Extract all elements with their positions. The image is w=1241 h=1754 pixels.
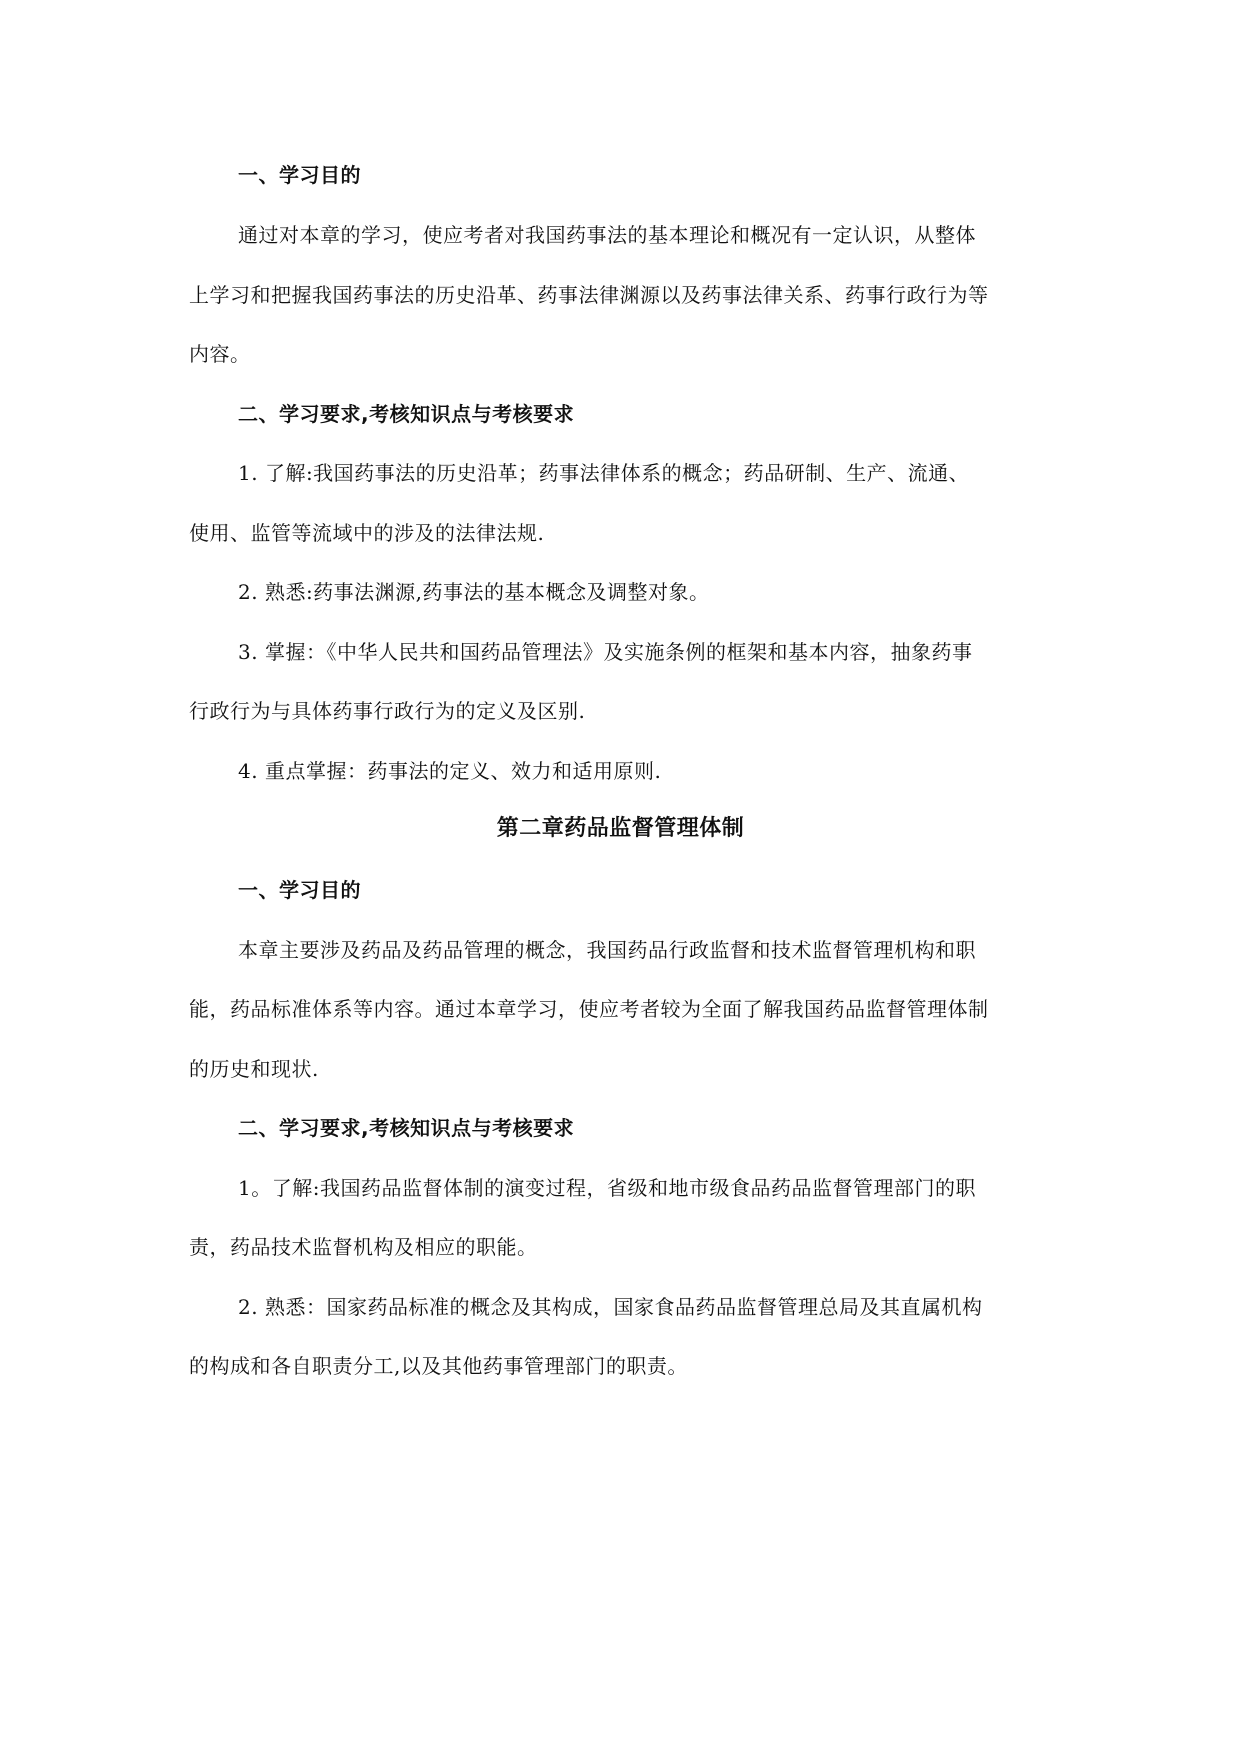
section1-req1-line-2: 使用、监管等流域中的涉及的法律法规.: [189, 521, 545, 545]
chapter2-req2-line-2: 的构成和各自职责分工,以及其他药事管理部门的职责。: [189, 1354, 688, 1378]
chapter2-purpose-line-3: 的历史和现状.: [189, 1057, 319, 1081]
section1-requirements-heading: 二、学习要求,考核知识点与考核要求: [238, 402, 575, 426]
chapter2-purpose-heading: 一、学习目的: [238, 878, 361, 902]
section1-req4: 4. 重点掌握：药事法的定义、效力和适用原则.: [238, 759, 662, 783]
chapter2-requirements-heading: 二、学习要求,考核知识点与考核要求: [238, 1116, 575, 1140]
section1-purpose-heading: 一、学习目的: [238, 163, 361, 187]
chapter2-req2-line-1: 2. 熟悉：国家药品标准的概念及其构成，国家食品药品监督管理总局及其直属机构: [238, 1295, 983, 1319]
chapter2-title: 第二章药品监督管理体制: [496, 816, 745, 841]
section1-req3-line-2: 行政行为与具体药事行政行为的定义及区别.: [189, 699, 586, 723]
chapter2-req1-line-1: 1。了解:我国药品监督体制的演变过程，省级和地市级食品药品监督管理部门的职: [238, 1176, 976, 1200]
section1-req3-line-1: 3. 掌握：《中华人民共和国药品管理法》及实施条例的框架和基本内容，抽象药事: [238, 640, 973, 664]
section1-purpose-line-3: 内容。: [189, 342, 251, 366]
section1-req2: 2. 熟悉:药事法渊源,药事法的基本概念及调整对象。: [238, 580, 710, 604]
section1-req1-line-1: 1. 了解:我国药事法的历史沿革；药事法律体系的概念；药品研制、生产、流通、: [238, 461, 970, 485]
chapter2-purpose-line-2: 能，药品标准体系等内容。通过本章学习，使应考者较为全面了解我国药品监督管理体制: [189, 997, 989, 1021]
section1-purpose-line-2: 上学习和把握我国药事法的历史沿革、药事法律渊源以及药事法律关系、药事行政行为等: [189, 283, 989, 307]
chapter2-req1-line-2: 责，药品技术监督机构及相应的职能。: [189, 1235, 538, 1259]
chapter2-purpose-line-1: 本章主要涉及药品及药品管理的概念，我国药品行政监督和技术监督管理机构和职: [238, 938, 976, 962]
section1-purpose-line-1: 通过对本章的学习，使应考者对我国药事法的基本理论和概况有一定认识，从整体: [238, 223, 976, 247]
